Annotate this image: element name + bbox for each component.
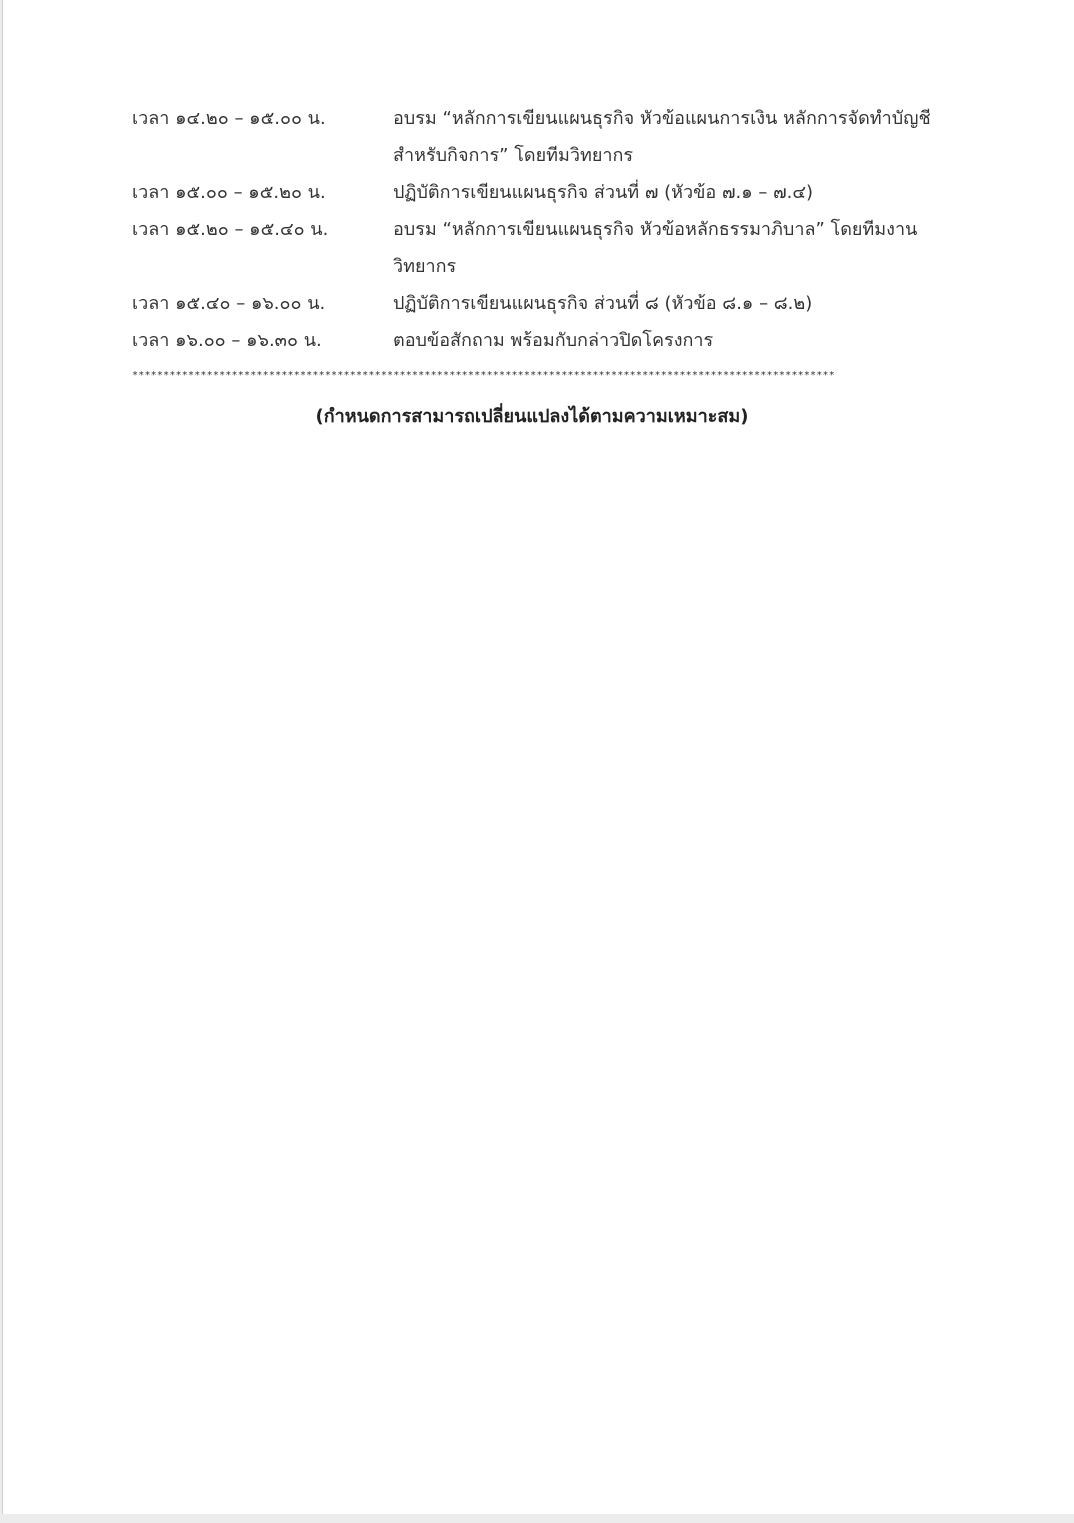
schedule-time: เวลา ๑๕.๐๐ – ๑๕.๒๐ น.	[132, 182, 326, 203]
description-line: ตอบข้อสักถาม พร้อมกับกล่าวปิดโครงการ	[393, 330, 714, 351]
schedule-row	[132, 322, 932, 359]
schedule-time: เวลา ๑๕.๔๐ – ๑๖.๐๐ น.	[132, 293, 326, 314]
schedule-time: เวลา ๑๕.๒๐ – ๑๕.๔๐ น.	[132, 219, 329, 240]
description-line: ปฏิบัติการเขียนแผนธุรกิจ ส่วนที่ ๗ (หัวข้อ ๗.๑ – ๗.๔)	[393, 182, 813, 203]
schedule-row	[132, 174, 932, 211]
schedule-time: เวลา ๑๖.๐๐ – ๑๖.๓๐ น.	[132, 330, 322, 351]
schedule-note: (กำหนดการสามารถเปลี่ยนแปลงได้ตามความเหมาะสม)	[315, 406, 749, 427]
schedule-row	[132, 285, 932, 322]
schedule-description	[393, 322, 932, 359]
schedule-description	[393, 285, 932, 322]
description-line: วิทยากร	[393, 256, 457, 277]
description-line: ปฏิบัติการเขียนแผนธุรกิจ ส่วนที่ ๘ (หัวข้อ ๘.๑ – ๘.๒)	[393, 293, 813, 314]
schedule-row	[132, 211, 932, 285]
schedule-description	[393, 211, 932, 285]
asterisk-separator: *****************************************************************************************************************	[132, 370, 835, 381]
document-page	[2, 0, 1074, 1514]
description-line: สำหรับกิจการ” โดยทีมวิทยากร	[393, 145, 634, 166]
description-line: อบรม “หลักการเขียนแผนธุรกิจ หัวข้อหลักธรรมาภิบาล” โดยทีมงาน	[393, 219, 918, 240]
schedule-description	[393, 100, 932, 174]
schedule-row	[132, 100, 932, 174]
schedule-description	[393, 174, 932, 211]
schedule-time: เวลา ๑๔.๒๐ – ๑๕.๐๐ น.	[132, 108, 326, 129]
description-line: อบรม “หลักการเขียนแผนธุรกิจ หัวข้อแผนการเงิน หลักการจัดทำบัญชี	[393, 108, 931, 129]
schedule-list	[132, 100, 932, 359]
